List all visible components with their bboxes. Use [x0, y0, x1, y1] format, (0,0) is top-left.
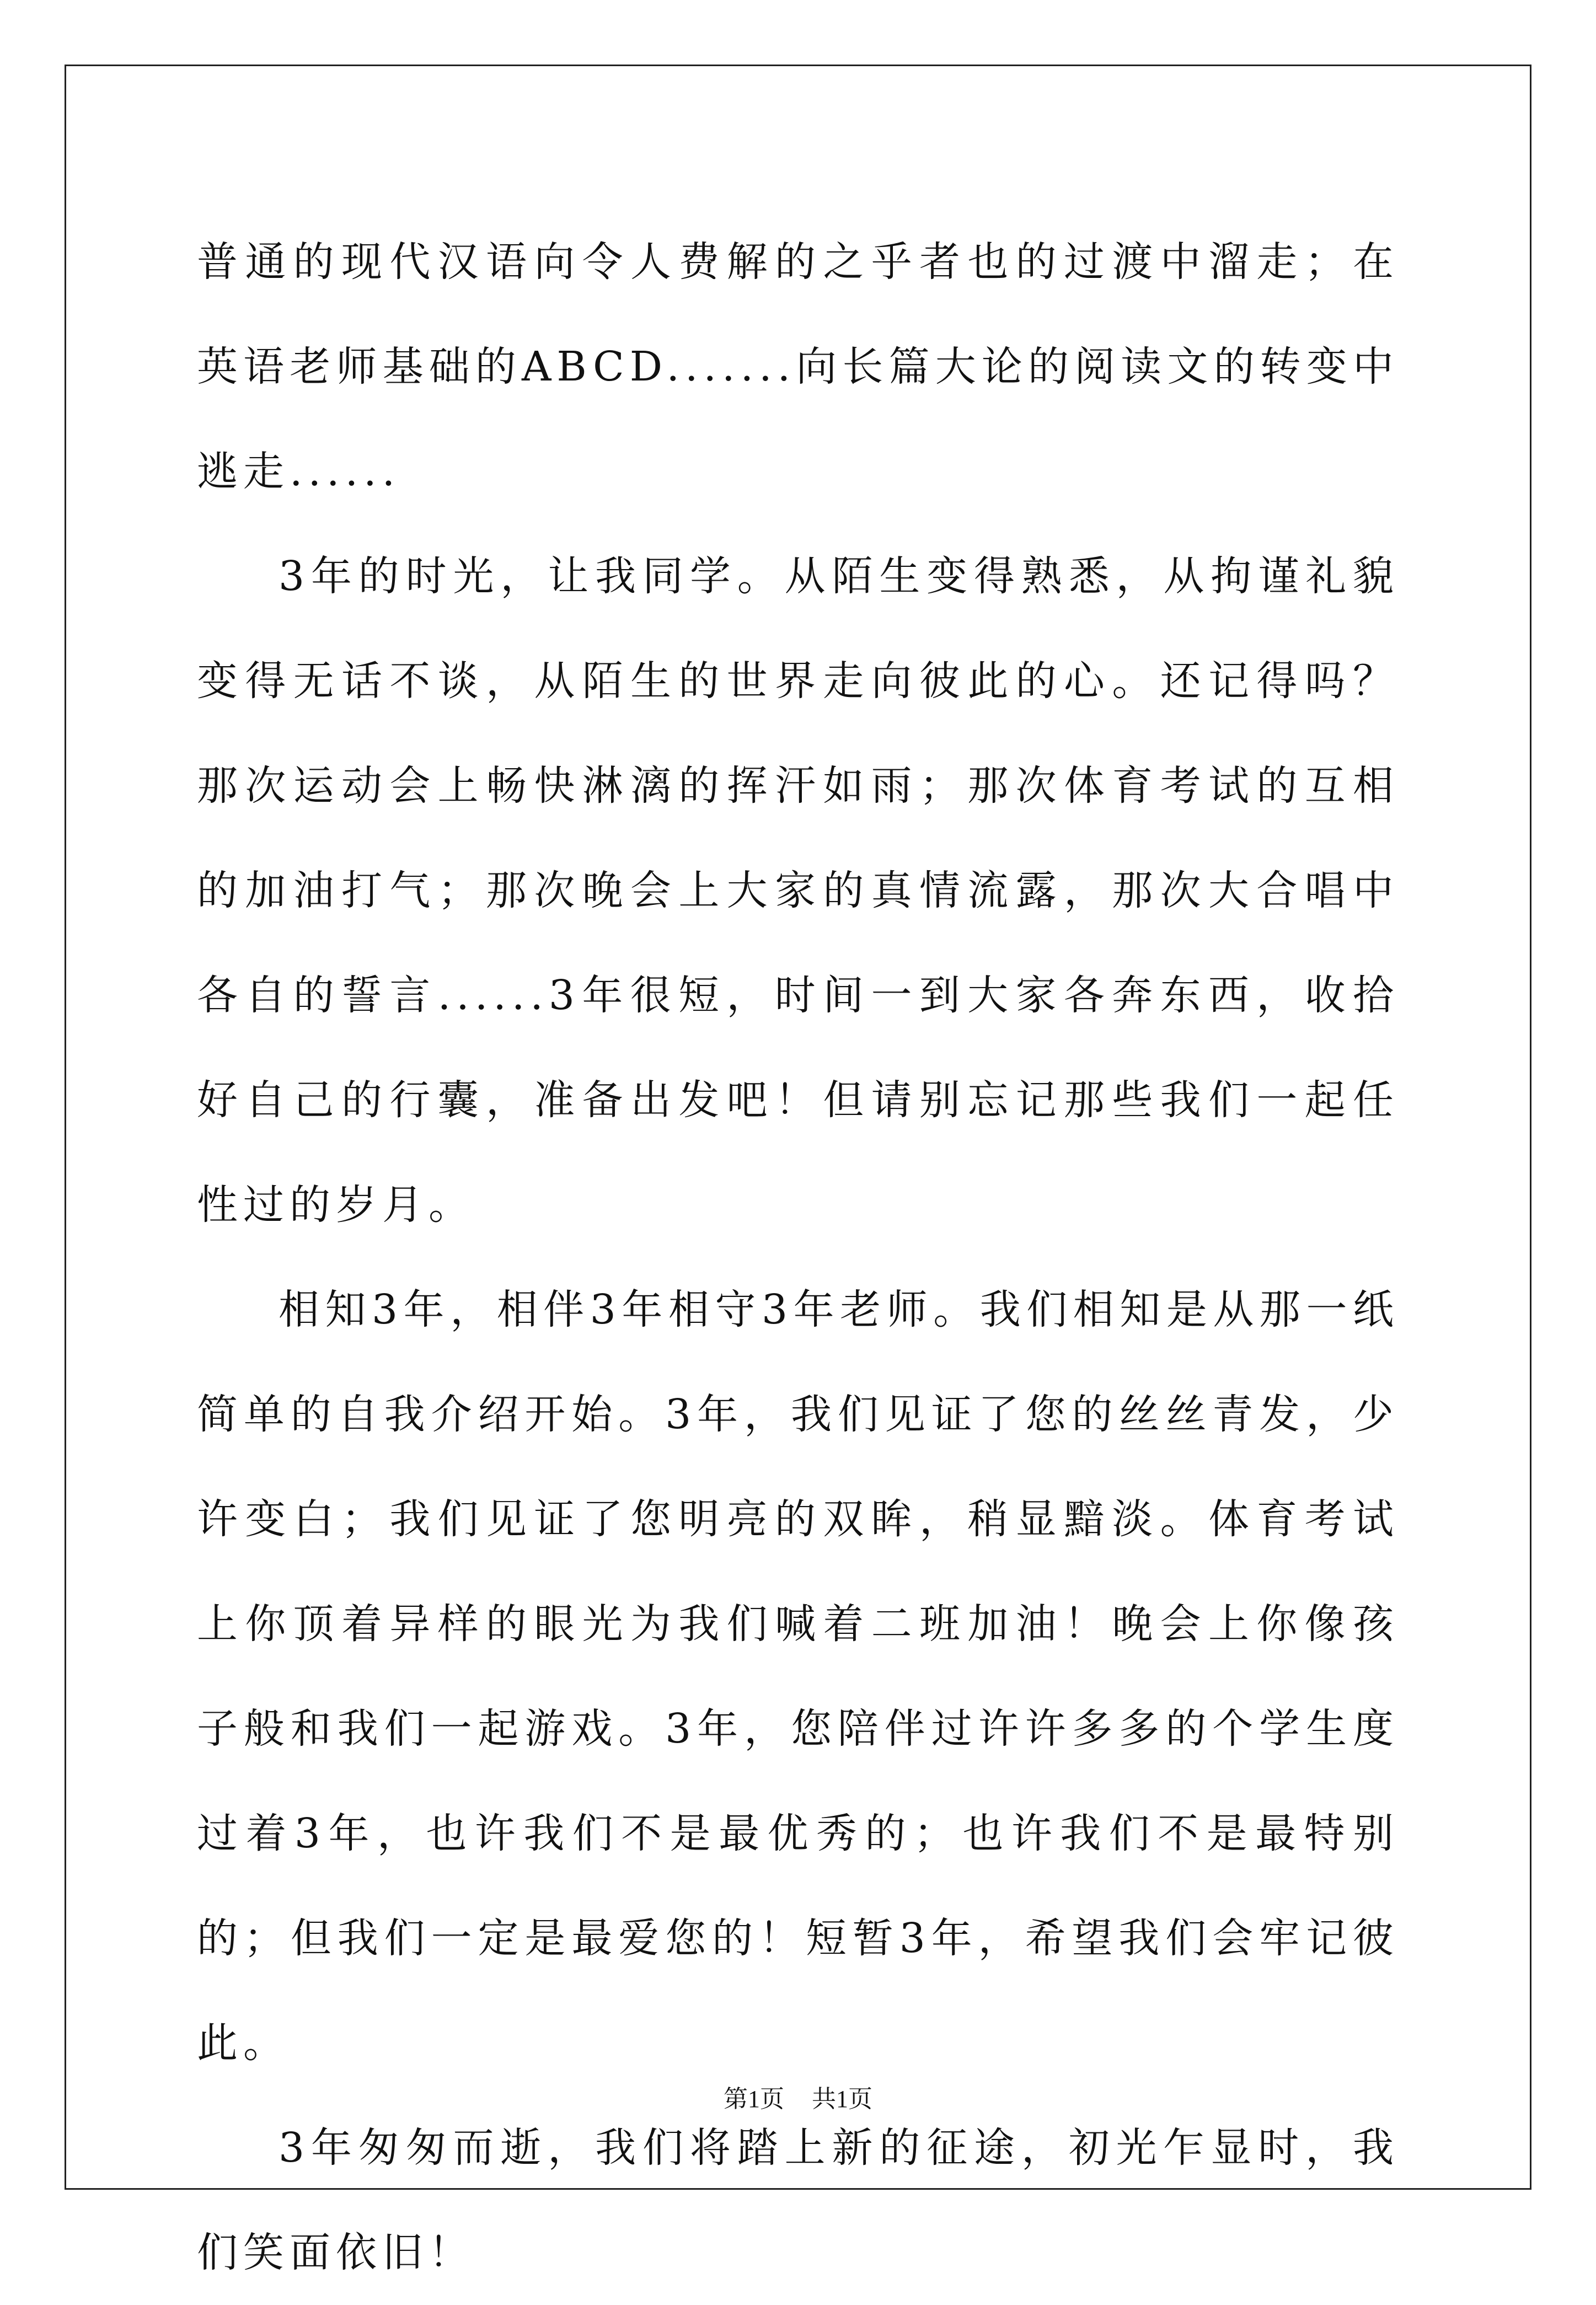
page-total: 共1页	[812, 2086, 872, 2113]
paragraph-1: 普通的现代汉语向令人费解的之乎者也的过渡中溜走；在英语老师基础的ABCD.......向长篇大论的阅读文的转变中逃走......	[197, 238, 1399, 495]
document-body	[197, 210, 1399, 2305]
paragraph-4: 3年匆匆而逝，我们将踏上新的征途，初光乍显时，我们笑面依旧！	[197, 2124, 1399, 2276]
page-footer	[0, 2079, 1596, 2114]
paragraph-2: 3年的时光，让我同学。从陌生变得熟悉，从拘谨礼貌变得无话不谈，从陌生的世界走向彼此的心。还记得吗？那次运动会上畅快淋漓的挥汗如雨；那次体育考试的互相的加油打气；那次晚会上大家的真情流露，那次大合唱中各自的誓言......3年很短，时间一到大家各奔东西，收拾好自己的行囊，准备出发吧！但请别忘记那些我们一起任性过的岁月。	[197, 553, 1399, 1229]
paragraph-3: 相知3年，相伴3年相守3年老师。我们相知是从那一纸简单的自我介绍开始。3年，我们见证了您的丝丝青发，少许变白；我们见证了您明亮的双眸，稍显黯淡。体育考试上你顶着异样的眼光为我们喊着二班加油！晚会上你像孩子般和我们一起游戏。3年，您陪伴过许许多多的个学生度过着3年，也许我们不是最优秀的；也许我们不是最特别的；但我们一定是最爱您的！短暂3年，希望我们会牢记彼此。	[197, 1286, 1399, 2067]
page-number: 第1页	[724, 2086, 784, 2113]
